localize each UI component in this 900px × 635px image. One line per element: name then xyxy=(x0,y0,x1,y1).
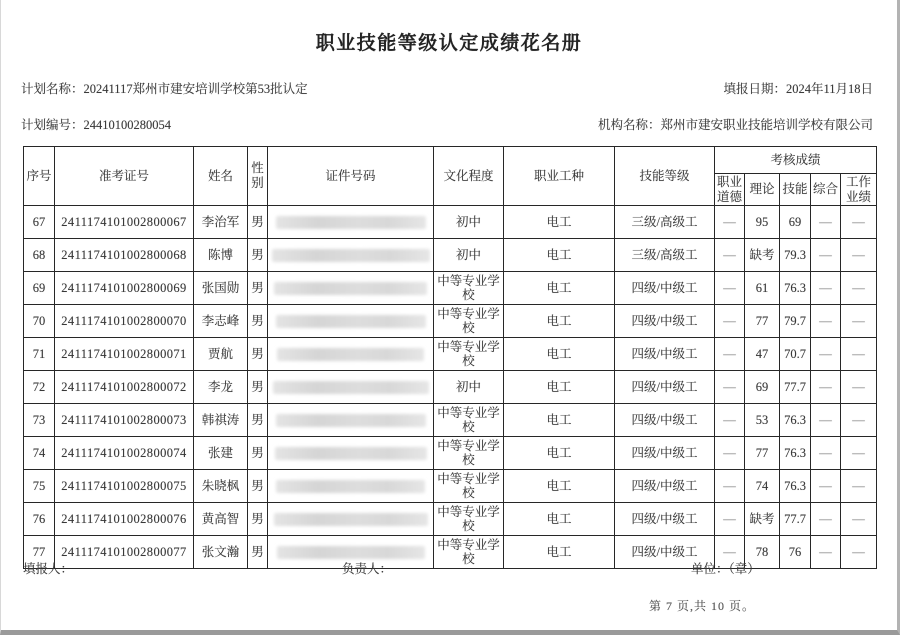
col-header-ethics: 职业道德 xyxy=(715,174,745,206)
redaction-blur xyxy=(277,546,425,559)
manager-label: 负责人： xyxy=(342,562,393,576)
cell-ticket: 2411174101002800076 xyxy=(55,503,194,536)
scan-artifact-patch xyxy=(365,239,411,246)
col-header-theory: 理论 xyxy=(745,174,780,206)
cell-no: 69 xyxy=(24,272,55,305)
col-header-work: 工作业绩 xyxy=(841,174,877,206)
col-header-level: 技能等级 xyxy=(615,147,715,206)
cell-occupation: 电工 xyxy=(504,338,615,371)
cell-skill: 77.7 xyxy=(780,371,811,404)
cell-gender: 男 xyxy=(248,338,268,371)
cell-edu: 中等专业学校 xyxy=(434,305,504,338)
cell-no: 71 xyxy=(24,338,55,371)
cell-theory: 53 xyxy=(745,404,780,437)
cell-no: 73 xyxy=(24,404,55,437)
cell-edu: 中等专业学校 xyxy=(434,272,504,305)
redaction-blur xyxy=(276,480,425,493)
cell-level: 四级/中级工 xyxy=(615,536,715,569)
plan-name-label: 计划名称： xyxy=(21,82,84,96)
filler-label: 填报人： xyxy=(23,562,74,576)
page-title: 职业技能等级认定成绩花名册 xyxy=(315,33,583,54)
cell-gender: 男 xyxy=(248,470,268,503)
cell-ethics: — xyxy=(715,305,745,338)
org-name-value: 郑州市建安职业技能培训学校有限公司 xyxy=(660,118,873,132)
cell-edu: 中等专业学校 xyxy=(434,437,504,470)
report-date xyxy=(723,79,873,97)
cell-name: 张建 xyxy=(194,437,248,470)
table-row xyxy=(24,239,877,272)
table-row xyxy=(24,437,877,470)
redacted-id-cell xyxy=(268,206,434,239)
cell-ethics: — xyxy=(715,437,745,470)
col-header-edu: 文化程度 xyxy=(434,147,504,206)
table-row xyxy=(24,371,877,404)
cell-edu: 初中 xyxy=(434,371,504,404)
meta-row-2 xyxy=(21,115,873,133)
cell-skill: 76 xyxy=(780,536,811,569)
table-row xyxy=(24,305,877,338)
cell-no: 72 xyxy=(24,371,55,404)
col-header-score-group: 考核成绩 xyxy=(715,147,877,174)
cell-ethics: — xyxy=(715,272,745,305)
cell-work: — xyxy=(841,371,877,404)
cell-name: 陈博 xyxy=(194,239,248,272)
cell-skill: 77.7 xyxy=(780,503,811,536)
cell-gender: 男 xyxy=(248,272,268,305)
col-header-occupation: 职业工种 xyxy=(504,147,615,206)
cell-work: — xyxy=(841,338,877,371)
cell-occupation: 电工 xyxy=(504,437,615,470)
cell-edu: 中等专业学校 xyxy=(434,503,504,536)
cell-work: — xyxy=(841,206,877,239)
cell-no: 70 xyxy=(24,305,55,338)
cell-skill: 76.3 xyxy=(780,404,811,437)
cell-ethics: — xyxy=(715,404,745,437)
cell-occupation: 电工 xyxy=(504,404,615,437)
cell-comprehensive: — xyxy=(811,470,841,503)
cell-skill: 76.3 xyxy=(780,437,811,470)
cell-no: 77 xyxy=(24,536,55,569)
scan-artifact-patch xyxy=(365,338,411,345)
cell-comprehensive: — xyxy=(811,371,841,404)
cell-skill: 69 xyxy=(780,206,811,239)
cell-skill: 76.3 xyxy=(780,470,811,503)
cell-ticket: 2411174101002800073 xyxy=(55,404,194,437)
redacted-id-cell xyxy=(268,305,434,338)
cell-comprehensive: — xyxy=(811,503,841,536)
cell-gender: 男 xyxy=(248,206,268,239)
cell-theory: 缺考 xyxy=(745,503,780,536)
table-row xyxy=(24,503,877,536)
redaction-blur xyxy=(274,282,427,295)
cell-theory: 缺考 xyxy=(745,239,780,272)
cell-occupation: 电工 xyxy=(504,272,615,305)
redaction-blur xyxy=(272,249,430,262)
report-date-value: 2024年11月18日 xyxy=(785,82,873,96)
cell-ticket: 2411174101002800068 xyxy=(55,239,194,272)
cell-edu: 中等专业学校 xyxy=(434,470,504,503)
cell-theory: 95 xyxy=(745,206,780,239)
cell-theory: 47 xyxy=(745,338,780,371)
cell-ticket: 2411174101002800069 xyxy=(55,272,194,305)
cell-gender: 男 xyxy=(248,305,268,338)
cell-theory: 77 xyxy=(745,305,780,338)
cell-comprehensive: — xyxy=(811,272,841,305)
col-header-no: 序号 xyxy=(24,147,55,206)
cell-ticket: 2411174101002800077 xyxy=(55,536,194,569)
cell-theory: 69 xyxy=(745,371,780,404)
plan-number xyxy=(21,115,171,133)
cell-edu: 中等专业学校 xyxy=(434,404,504,437)
cell-gender: 男 xyxy=(248,239,268,272)
redaction-blur xyxy=(276,315,426,328)
cell-edu: 中等专业学校 xyxy=(434,338,504,371)
cell-level: 三级/高级工 xyxy=(615,239,715,272)
redacted-id-cell xyxy=(268,437,434,470)
redacted-id-cell xyxy=(268,404,434,437)
cell-comprehensive: — xyxy=(811,338,841,371)
roster-table xyxy=(23,146,877,569)
plan-name xyxy=(21,79,308,97)
plan-name-value: 20241117郑州市建安培训学校第53批认定 xyxy=(83,82,308,96)
cell-work: — xyxy=(841,470,877,503)
col-header-skill: 技能 xyxy=(780,174,811,206)
cell-ethics: — xyxy=(715,371,745,404)
cell-comprehensive: — xyxy=(811,437,841,470)
roster-table-body xyxy=(24,206,877,569)
redacted-id-cell xyxy=(268,371,434,404)
cell-level: 四级/中级工 xyxy=(615,272,715,305)
redaction-blur xyxy=(276,414,426,427)
cell-comprehensive: — xyxy=(811,206,841,239)
cell-no: 76 xyxy=(24,503,55,536)
plan-number-label: 计划编号： xyxy=(21,118,84,132)
cell-ethics: — xyxy=(715,536,745,569)
table-row xyxy=(24,470,877,503)
cell-ticket: 2411174101002800071 xyxy=(55,338,194,371)
cell-level: 四级/中级工 xyxy=(615,470,715,503)
redacted-id-cell xyxy=(268,272,434,305)
redacted-id-cell xyxy=(268,338,434,371)
cell-theory: 61 xyxy=(745,272,780,305)
cell-ethics: — xyxy=(715,503,745,536)
cell-theory: 78 xyxy=(745,536,780,569)
cell-gender: 男 xyxy=(248,371,268,404)
cell-comprehensive: — xyxy=(811,404,841,437)
cell-name: 黄高智 xyxy=(194,503,248,536)
cell-ticket: 2411174101002800075 xyxy=(55,470,194,503)
table-row xyxy=(24,404,877,437)
cell-level: 四级/中级工 xyxy=(615,503,715,536)
scan-artifact-patch xyxy=(365,503,411,510)
cell-ethics: — xyxy=(715,338,745,371)
cell-name: 李志峰 xyxy=(194,305,248,338)
cell-occupation: 电工 xyxy=(504,470,615,503)
cell-ethics: — xyxy=(715,206,745,239)
plan-number-value: 24410100280054 xyxy=(83,118,172,132)
col-header-id: 证件号码 xyxy=(268,147,434,206)
cell-level: 四级/中级工 xyxy=(615,371,715,404)
cell-edu: 初中 xyxy=(434,206,504,239)
cell-occupation: 电工 xyxy=(504,536,615,569)
redaction-blur xyxy=(275,447,427,460)
cell-work: — xyxy=(841,437,877,470)
redaction-blur xyxy=(277,348,424,361)
col-header-ticket: 准考证号 xyxy=(55,147,194,206)
cell-skill: 70.7 xyxy=(780,338,811,371)
cell-work: — xyxy=(841,272,877,305)
redacted-id-cell xyxy=(268,470,434,503)
cell-gender: 男 xyxy=(248,437,268,470)
cell-comprehensive: — xyxy=(811,239,841,272)
org-name xyxy=(598,115,873,133)
cell-name: 朱晓枫 xyxy=(194,470,248,503)
cell-name: 李龙 xyxy=(194,371,248,404)
table-row xyxy=(24,206,877,239)
cell-gender: 男 xyxy=(248,536,268,569)
cell-comprehensive: — xyxy=(811,305,841,338)
page-number: 第 7 页,共 10 页。 xyxy=(649,599,756,613)
cell-occupation: 电工 xyxy=(504,503,615,536)
redacted-id-cell xyxy=(268,239,434,272)
cell-occupation: 电工 xyxy=(504,305,615,338)
cell-name: 张文瀚 xyxy=(194,536,248,569)
cell-level: 四级/中级工 xyxy=(615,437,715,470)
cell-occupation: 电工 xyxy=(504,206,615,239)
redaction-blur xyxy=(273,381,429,394)
table-row xyxy=(24,338,877,371)
col-header-gender: 性别 xyxy=(248,147,268,206)
cell-name: 贾航 xyxy=(194,338,248,371)
redaction-blur xyxy=(276,216,426,229)
cell-gender: 男 xyxy=(248,404,268,437)
cell-work: — xyxy=(841,404,877,437)
cell-level: 四级/中级工 xyxy=(615,404,715,437)
cell-ethics: — xyxy=(715,239,745,272)
report-date-label: 填报日期： xyxy=(723,82,786,96)
cell-level: 四级/中级工 xyxy=(615,305,715,338)
cell-no: 68 xyxy=(24,239,55,272)
cell-work: — xyxy=(841,503,877,536)
cell-level: 三级/高级工 xyxy=(615,206,715,239)
cell-occupation: 电工 xyxy=(504,371,615,404)
cell-ethics: — xyxy=(715,470,745,503)
cell-comprehensive: — xyxy=(811,536,841,569)
col-header-name: 姓名 xyxy=(194,147,248,206)
cell-name: 李治军 xyxy=(194,206,248,239)
table-row xyxy=(24,272,877,305)
meta-row-1 xyxy=(21,79,873,97)
cell-no: 74 xyxy=(24,437,55,470)
col-header-comprehensive: 综合 xyxy=(811,174,841,206)
cell-ticket: 2411174101002800070 xyxy=(55,305,194,338)
cell-skill: 79.7 xyxy=(780,305,811,338)
cell-name: 韩祺涛 xyxy=(194,404,248,437)
cell-ticket: 2411174101002800067 xyxy=(55,206,194,239)
unit-seal-label: 单位：（章） xyxy=(691,562,760,576)
cell-occupation: 电工 xyxy=(504,239,615,272)
redacted-id-cell xyxy=(268,503,434,536)
cell-edu: 中等专业学校 xyxy=(434,536,504,569)
redaction-blur xyxy=(274,513,428,526)
cell-level: 四级/中级工 xyxy=(615,338,715,371)
cell-gender: 男 xyxy=(248,503,268,536)
cell-ticket: 2411174101002800074 xyxy=(55,437,194,470)
cell-theory: 77 xyxy=(745,437,780,470)
cell-edu: 初中 xyxy=(434,239,504,272)
cell-theory: 74 xyxy=(745,470,780,503)
cell-ticket: 2411174101002800072 xyxy=(55,371,194,404)
cell-skill: 79.3 xyxy=(780,239,811,272)
cell-skill: 76.3 xyxy=(780,272,811,305)
cell-work: — xyxy=(841,305,877,338)
cell-no: 67 xyxy=(24,206,55,239)
cell-work: — xyxy=(841,239,877,272)
cell-work: — xyxy=(841,536,877,569)
cell-no: 75 xyxy=(24,470,55,503)
org-name-label: 机构名称： xyxy=(597,118,661,132)
cell-name: 张国勋 xyxy=(194,272,248,305)
